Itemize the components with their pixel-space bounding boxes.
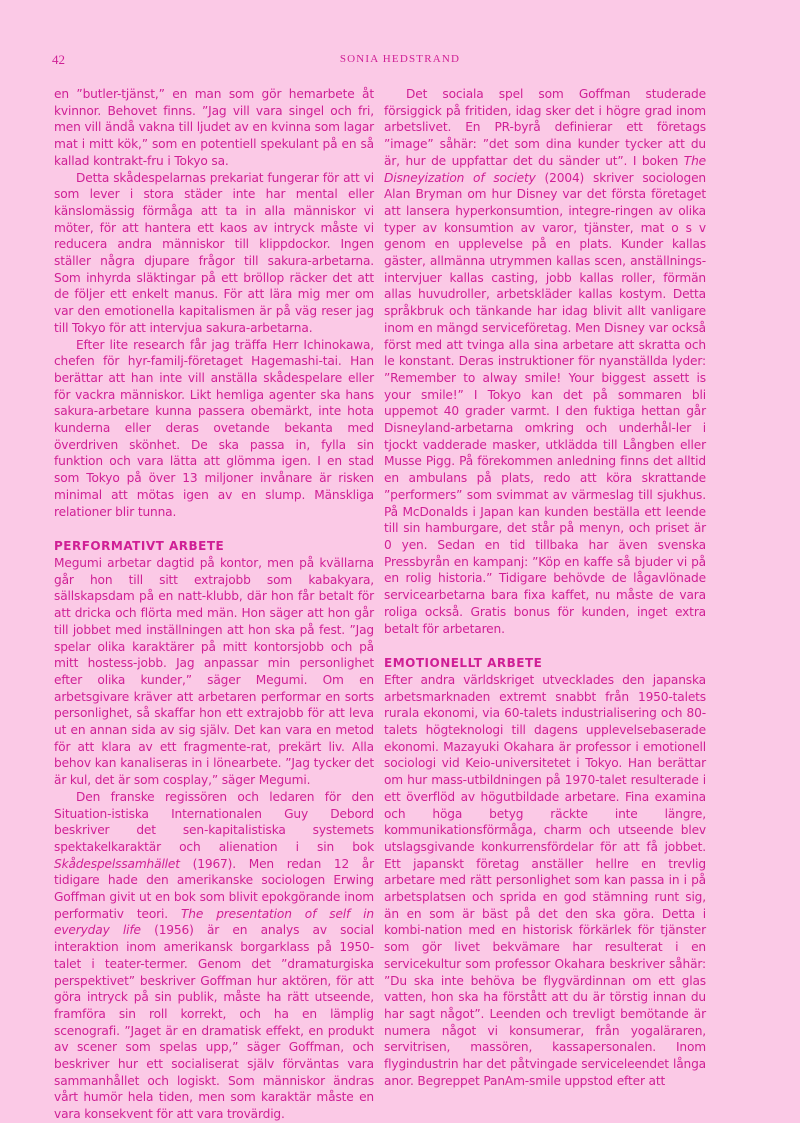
- text-run: (1967). Men redan 12 år tidigare hade den amerikanske sociologen Erwing Goffman givit ut en bok som blivit epokgörande inom performativ teori.: [54, 856, 374, 921]
- text-run: (2004) skriver sociologen Alan Bryman om hur Disney var det första företaget att lansera hyperkonsumtion, integre-ringen av olika typer av konsumtion av varor, tjänster, mat o s v genom en upplevelse på en plats. Kunder kallas gäster, allmänna utrymmen kallas scen, anställnings-intervjuer kallas casting, jobb kallas roller, förmän allas huvudroller, arbetskläder kallas kostym. Detta språkbruk och tänkande har idag blivit allt vanligare inom en mängd serviceföretag. Men Disney var också först med att tvinga alla sina arbetare att skratta och le konstant. Deras instruktioner för nyanställda lyder: ”Remember to alway smile! Your biggest assett is your smile!” I Tokyo kan det på sommaren bli uppemot 40 grader varmt. I den fuktiga hettan går Disneyland-arbetarna omkring och underhål-ler i tjockt vadderade masker, utklädda till Långben eller Musse Pigg. På förekommen anledning finns det alltid en ambulans på plats, redo att köra skrattande ”performers” som svimmat av värmeslag till sjukhus. På McDonalds i Japan kan kunden beställa ett leende till sin hamburgare, det står på menyn, och priset är 0 yen. Sedan en tid tillbaka har även svenska Pressbyrån en kampanj: ”Köp en kaffe så bjuder vi på en rolig historia.” Tidigare behövde de lågavlönade servicearbetarna bara fixa kaffet, nu måste de vara roliga också. Gratis bonus för kunden, inget extra betalt för arbetaren.: [384, 170, 706, 636]
- paragraph: en ”butler-tjänst,” en man som gör hemarbete åt kvinnor. Behovet finns. ”Jag vill vara singel och fri, men vill ändå vakna till ljudet av en kvinna som lagar mat i mitt kök,” som en potentiell spekulant på en så kallad kontrakt-fru i Tokyo sa.: [54, 87, 374, 168]
- section-heading-emotionellt-arbete: EMOTIONELLT ARBETE: [384, 656, 543, 671]
- book-title: Skådespelssamhället: [54, 856, 180, 871]
- book-title: The Disneyization of society: [384, 153, 706, 185]
- left-column: [54, 86, 374, 1123]
- right-column: [384, 86, 706, 1089]
- text-run: (1956) är en analys av social interaktion inom amerikansk borgarklass på 1950-talet i teater-termer. Genom det ”dramaturgiska perspektivet” beskriver Goffman hur aktören, för att göra intryck på sin publik, måste ha rätt utseende, framföra sin roll korrekt, och ha en lämplig scenografi. ”Jaget är en dramatisk effekt, en produkt av scener som spelas upp,” säger Goffman, och beskriver hur ett socialiserat själv förväntas vara sammanhållet och logiskt. Som människor ändras vårt humör hela tiden, men som karaktär måste en vara konsekvent för att vara trovärdig.: [54, 923, 374, 1122]
- paragraph: [54, 789, 374, 1123]
- page-number: 42: [52, 52, 65, 67]
- paragraph: Efter andra världskriget utvecklades den japanska arbetsmarknaden extremt snabbt från 1950-talets rurala ekonomi, via 60-talets industrialisering och 80-talets högteknologi till dagens upplevelsebaserade ekonomi. Mazayuki Okahara är professor i emotionell sociologi vid Keio-universitetet i Tokyo. Han berättar om hur mass-utbildningen på 1970-talet resulterade i ett överflöd av högutbildade arbetare. Fina examina och höga betyg räckte inte längre, kommunikationsförmåga, charm och utseende blev utslagsgivande konkurrensfördelar för att få jobbet. Ett japanskt företag anställer hellre en trevlig arbetare med rätt personlighet som kan passa in i på arbetsplatsen och sprida en god stämning runt sig, än en som är bäst på det den ska göra. Detta i kombi-nation med en historisk förkärlek för tjänster som gör livet bekvämare har resulterat i en servicekultur som professor Okahara beskriver såhär: ”Du ska inte behöva be flygvärdinnan om ett glas vatten, hon ska ha förstått att du är törstig innan du har sagt något”. Leenden och trevligt bemötande är numera något vi konsumerar, från yogaläraren, servitrisen, massören, kassapersonalen. Inom flygindustrin har det påtvingade serviceleendet långa anor. Begreppet PanAm-smile uppstod efter att: [384, 672, 706, 1088]
- paragraph: Megumi arbetar dagtid på kontor, men på kvällarna går hon till sitt extrajobb som kabakyara, sällskapsdam på en natt-klubb, där hon får betalt för att dricka och flörta med män. Hon säger att hon går till jobbet med inställningen att hon ska på fest. ”Jag spelar olika karaktärer på mitt kontorsjobb och på mitt hostess-jobb. Jag anpassar min personlighet efter olika kunder,” säger Megumi. Om en arbetsgivare kräver att arbetaren performar en sorts personlighet, så skaffar hon ett extrajobb för att leva ut en annan sida av sig själv. Det kan vara en metod för att klara av ett fragmente-rat, prekärt liv. Alla behov kan kanaliseras in i lönearbete. ”Jag tycker det är kul, det är som cosplay,” säger Megumi.: [54, 555, 374, 788]
- paragraph: Detta skådespelarnas prekariat fungerar för att vi som lever i stora städer inte har mental eller känslomässig förmåga att ta in alla människor vi möter, för att hantera ett kaos av intryck måste vi reducera andra människor till klippdockor. Ingen ställer några djupare frågor till sakura-arbetarna. Som inhyrda släktingar på ett bröllop räcker det att de följer ett enkelt manus. För att lära mig mer om var den emotionella kapitalismen är på väg reser jag till Tokyo för att intervjua sakura-arbetarna.: [54, 170, 374, 335]
- paragraph: Efter lite research får jag träffa Herr Ichinokawa, chefen för hyr-familj-företaget Hagemashi-tai. Han berättar att han inte vill anställa skådespelare eller för vackra människor. Likt hemliga agenter ska hans sakura-arbetare kunna passera obemärkt, inte hota kunderna eller deras ovetande bekanta med överdriven skönhet. De ska passa in, fylla sin funktion och vara lätta att glömma igen. I en stad som Tokyo på över 13 miljoner invånare är risken minimal att mötas igen av en slump. Mänskliga relationer blir tunna.: [54, 337, 374, 519]
- text-run: Den franske regissören och ledaren för den Situation-istiska Internationalen Guy Debord beskriver det sen-kapitalistiska systemets spektakelkaraktär och alienation i sin bok: [54, 789, 374, 854]
- text-run: Det sociala spel som Goffman studerade försiggick på fritiden, idag sker det i högre grad inom arbetslivet. En PR-byrå definierar ett företags ”image” såhär: ”det som dina kunder tycker att du är, hur de uppfattar det du sänder ut”. I boken: [384, 87, 706, 168]
- running-head: SONIA HEDSTRAND: [339, 53, 461, 65]
- section-heading-performativt-arbete: PERFORMATIVT ARBETE: [54, 539, 225, 554]
- paragraph: [384, 86, 706, 637]
- book-title: The presentation of self in everyday life: [54, 906, 374, 938]
